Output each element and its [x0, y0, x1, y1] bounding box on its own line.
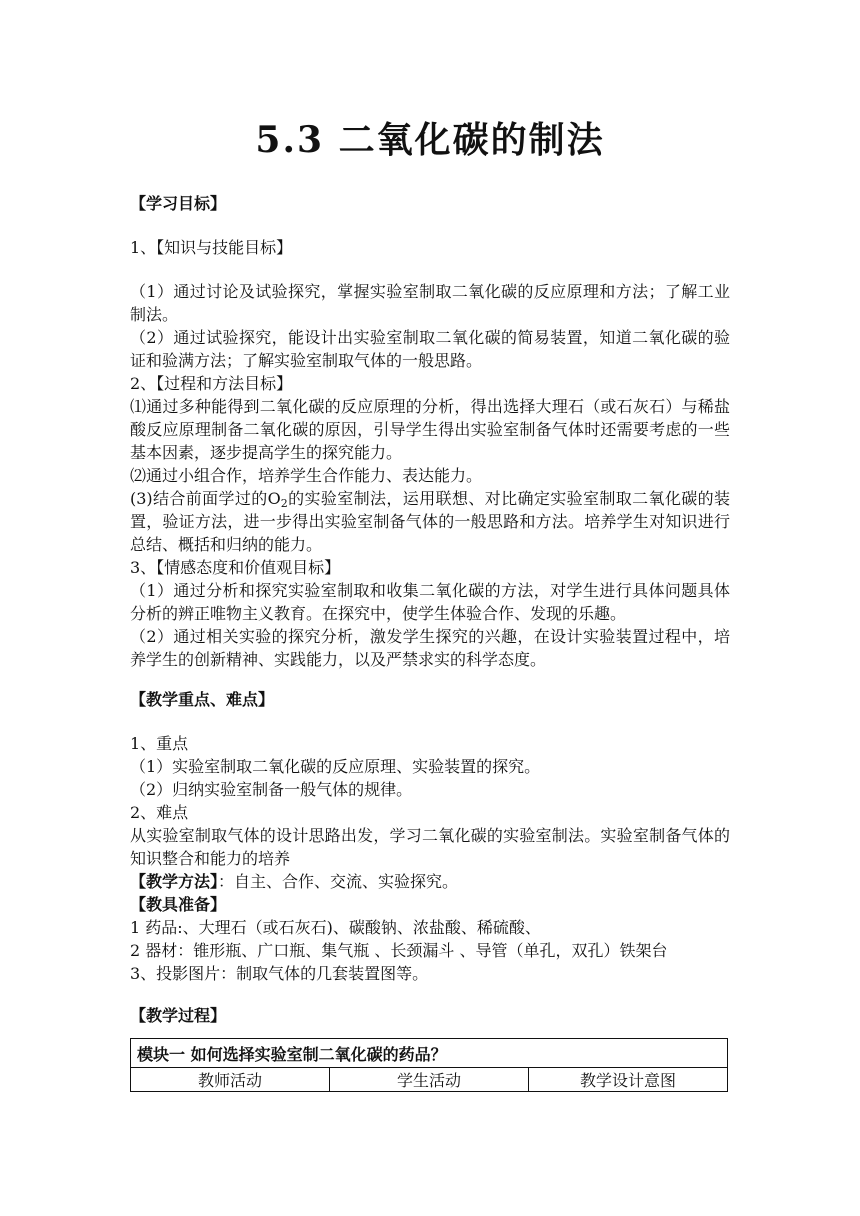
teaching-method [130, 870, 730, 893]
col-teacher-activity: 教师活动 [131, 1068, 330, 1092]
key-points-heading: 【教学重点、难点】 [130, 690, 275, 709]
goal2-paragraph-1: ⑴通过多种能得到二氧化碳的反应原理的分析，得出选择大理石（或石灰石）与稀盐酸反应原理制备二氧化碳的原因，引导学生得出实验室制备气体时还需要考虑的一些基本因素，逐步提高学生的探究能力。 [130, 397, 730, 462]
goal2-paragraph-3 [130, 487, 730, 556]
page-title: 5.3 二氧化碳的制法 [255, 119, 605, 161]
header-row [131, 1068, 728, 1092]
key-point-1a: （1）实验室制取二氧化碳的反应原理、实验装置的探究。 [130, 757, 541, 776]
process-heading: 【教学过程】 [130, 1006, 227, 1025]
tools-heading: 【教具准备】 [130, 895, 227, 914]
goal3-paragraph-1: （1）通过分析和探究实验室制取和收集二氧化碳的方法，对学生进行具体问题具体分析的辨正唯物主义教育。在探究中，使学生体验合作、发现的乐趣。 [130, 581, 730, 623]
learning-goals-heading: 【学习目标】 [130, 194, 227, 213]
module-row [131, 1039, 728, 1068]
col-design-intent: 教学设计意图 [529, 1068, 728, 1092]
goal1-heading: 1、【知识与技能目标】 [130, 238, 293, 257]
tools-item-3: 3、投影图片：制取气体的几套装置图等。 [130, 964, 429, 983]
method-text: ：自主、合作、交流、实验探究。 [218, 872, 459, 891]
goal2-p3-post: 的实验室制法，运用联想、对比确定实验室制取二氧化碳的装置，验证方法，进一步得出实验室制备气体的一般思路和方法。培养学生对知识进行总结、概括和归纳的能力。 [130, 489, 730, 554]
key-point-2: 2、难点 [130, 803, 189, 822]
goal3-heading: 3、【情感态度和价值观目标】 [130, 558, 341, 577]
goal2-p3-pre: (3)结合前面学过的O [130, 489, 281, 508]
module-title: 模块一 如何选择实验室制二氧化碳的药品？ [131, 1039, 728, 1068]
col-student-activity: 学生活动 [330, 1068, 529, 1092]
goal2-paragraph-2: ⑵通过小组合作，培养学生合作能力、表达能力。 [130, 466, 483, 485]
goal1-paragraph-1: （1）通过讨论及试验探究，掌握实验室制取二氧化碳的反应原理和方法；了解工业制法。 [130, 282, 730, 324]
goal1-paragraph-2: （2）通过试验探究，能设计出实验室制取二氧化碳的简易装置，知道二氧化碳的验证和验满方法；了解实验室制取气体的一般思路。 [130, 328, 730, 370]
key-point-2-text: 从实验室制取气体的设计思路出发，学习二氧化碳的实验室制法。实验室制备气体的知识整合和能力的培养 [130, 826, 730, 868]
tools-item-1: 1 药品:、大理石（或石灰石)、碳酸钠、浓盐酸、稀硫酸、 [130, 918, 541, 937]
tools-item-2: 2 器材：锥形瓶、广口瓶、集气瓶 、长颈漏斗 、导管（单孔，双孔）铁架台 [130, 941, 668, 960]
goal3-paragraph-2: （2）通过相关实验的探究分析，激发学生探究的兴趣，在设计实验装置过程中，培养学生的创新精神、实践能力，以及严禁求实的科学态度。 [130, 627, 730, 669]
key-point-1b: （2）归纳实验室制备一般气体的规律。 [130, 780, 413, 799]
goal2-heading: 2、【过程和方法目标】 [130, 374, 293, 393]
process-table [130, 1038, 728, 1092]
method-label: 【教学方法】 [130, 872, 219, 891]
key-point-1: 1、重点 [130, 734, 189, 753]
o2-subscript: 2 [280, 497, 288, 510]
